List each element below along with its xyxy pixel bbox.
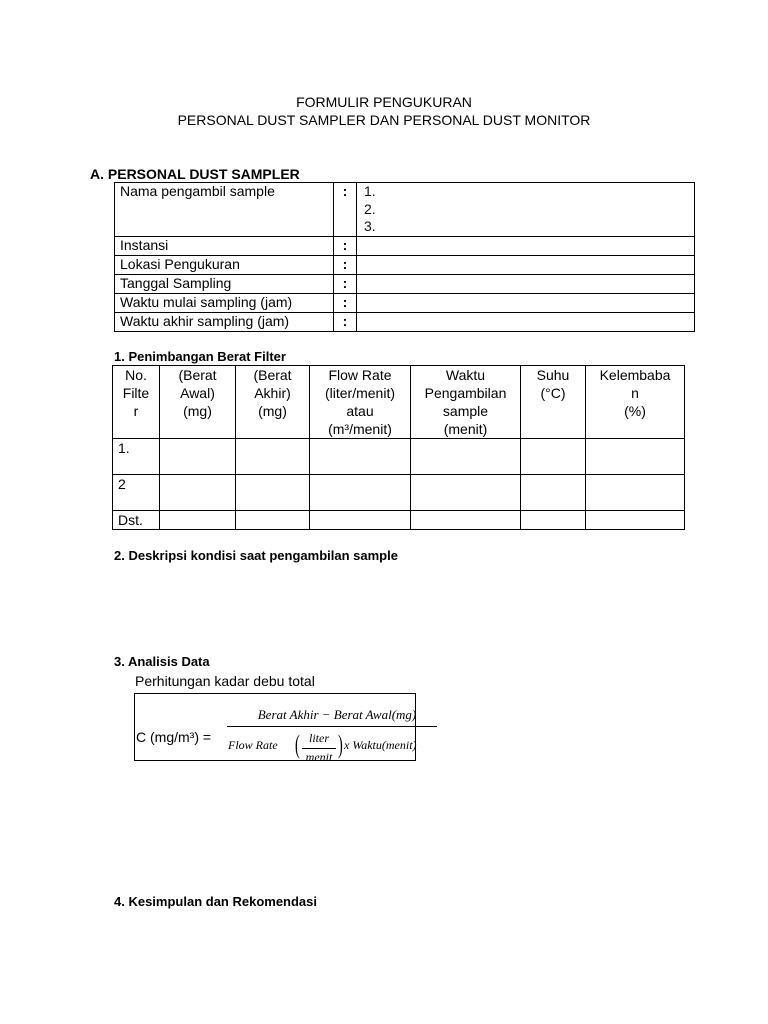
table-cell[interactable] <box>586 475 685 511</box>
info-row <box>115 183 695 237</box>
table-cell[interactable] <box>521 475 586 511</box>
column-header-sampling-time: Waktu Pengambilan sample (menit) <box>411 366 521 439</box>
info-label: Waktu mulai sampling (jam) <box>115 294 334 313</box>
column-header-initial-weight: (Berat Awal) (mg) <box>160 366 236 439</box>
info-colon: : <box>334 183 357 237</box>
table-cell[interactable] <box>521 511 586 530</box>
table-cell[interactable] <box>411 511 521 530</box>
table-cell[interactable] <box>160 439 236 475</box>
info-label: Tanggal Sampling <box>115 275 334 294</box>
section-2-heading: 2. Deskripsi kondisi saat pengambilan sample <box>114 548 398 563</box>
info-value[interactable] <box>357 294 695 313</box>
sampler-number: 1. <box>364 183 376 199</box>
formula-box <box>134 693 417 764</box>
column-header-flow-rate: Flow Rate (liter/menit) atau (m³/menit) <box>310 366 411 439</box>
info-label: Lokasi Pengukuran <box>115 256 334 275</box>
form-subtitle: PERSONAL DUST SAMPLER DAN PERSONAL DUST MONITOR <box>177 112 591 128</box>
info-value[interactable] <box>357 313 695 332</box>
info-row <box>115 256 695 275</box>
table-row <box>113 475 685 511</box>
table-cell[interactable] <box>586 439 685 475</box>
column-header-final-weight: (Berat Akhir) (mg) <box>236 366 310 439</box>
sampler-info-table <box>114 182 695 332</box>
section-1-heading: 1. Penimbangan Berat Filter <box>114 349 286 364</box>
column-header-no: No. Filte r <box>113 366 160 439</box>
table-cell[interactable] <box>310 511 411 530</box>
table-cell[interactable] <box>310 439 411 475</box>
table-cell[interactable] <box>160 511 236 530</box>
table-cell[interactable] <box>160 475 236 511</box>
info-value[interactable] <box>357 183 695 237</box>
section-3-heading: 3. Analisis Data <box>114 654 210 669</box>
row-number: 2 <box>113 475 160 511</box>
section-a-heading: A. PERSONAL DUST SAMPLER <box>90 166 300 182</box>
row-number: 1. <box>113 439 160 475</box>
table-cell[interactable] <box>236 475 310 511</box>
info-row <box>115 237 695 256</box>
section-4-heading: 4. Kesimpulan dan Rekomendasi <box>114 894 318 909</box>
info-row <box>115 275 695 294</box>
calculation-subtitle: Perhitungan kadar debu total <box>135 673 315 689</box>
formula-flow-rate: Flow Rate <box>228 738 278 752</box>
sampler-number: 2. <box>364 200 376 217</box>
info-value[interactable] <box>357 237 695 256</box>
info-label: Instansi <box>115 237 334 256</box>
table-cell[interactable] <box>310 475 411 511</box>
info-colon: : <box>334 275 357 294</box>
formula-liter: liter <box>309 731 329 745</box>
info-row <box>115 313 695 332</box>
right-paren: ) <box>337 730 343 759</box>
formula-menit: menit <box>305 750 333 764</box>
info-label: Waktu akhir sampling (jam) <box>115 313 334 332</box>
table-cell[interactable] <box>236 439 310 475</box>
table-cell[interactable] <box>236 511 310 530</box>
table-cell[interactable] <box>521 439 586 475</box>
sampler-number: 3. <box>364 218 376 234</box>
formula-time: x Waktu(menit) <box>344 738 417 752</box>
table-cell[interactable] <box>586 511 685 530</box>
info-colon: : <box>334 313 357 332</box>
info-value[interactable] <box>357 275 695 294</box>
info-colon: : <box>334 294 357 313</box>
table-row <box>113 439 685 475</box>
info-colon: : <box>334 256 357 275</box>
inner-fraction-bar <box>302 748 336 749</box>
column-header-humidity: Kelembaba n (%) <box>586 366 685 439</box>
info-value[interactable] <box>357 256 695 275</box>
filter-weight-table <box>112 365 685 530</box>
table-cell[interactable] <box>411 475 521 511</box>
info-colon: : <box>334 237 357 256</box>
column-header-temperature: Suhu (°C) <box>521 366 586 439</box>
row-number: Dst. <box>113 511 160 530</box>
formula-lhs: C (mg/m³) = <box>136 729 212 745</box>
form-title: FORMULIR PENGUKURAN <box>296 94 472 110</box>
table-row <box>113 511 685 530</box>
table-cell[interactable] <box>411 439 521 475</box>
info-label: Nama pengambil sample <box>115 183 334 237</box>
info-row <box>115 294 695 313</box>
left-paren: ( <box>294 730 300 759</box>
fraction-bar <box>227 726 437 727</box>
formula-numerator: Berat Akhir − Berat Awal(mg) <box>257 707 417 722</box>
header-row <box>113 366 685 439</box>
